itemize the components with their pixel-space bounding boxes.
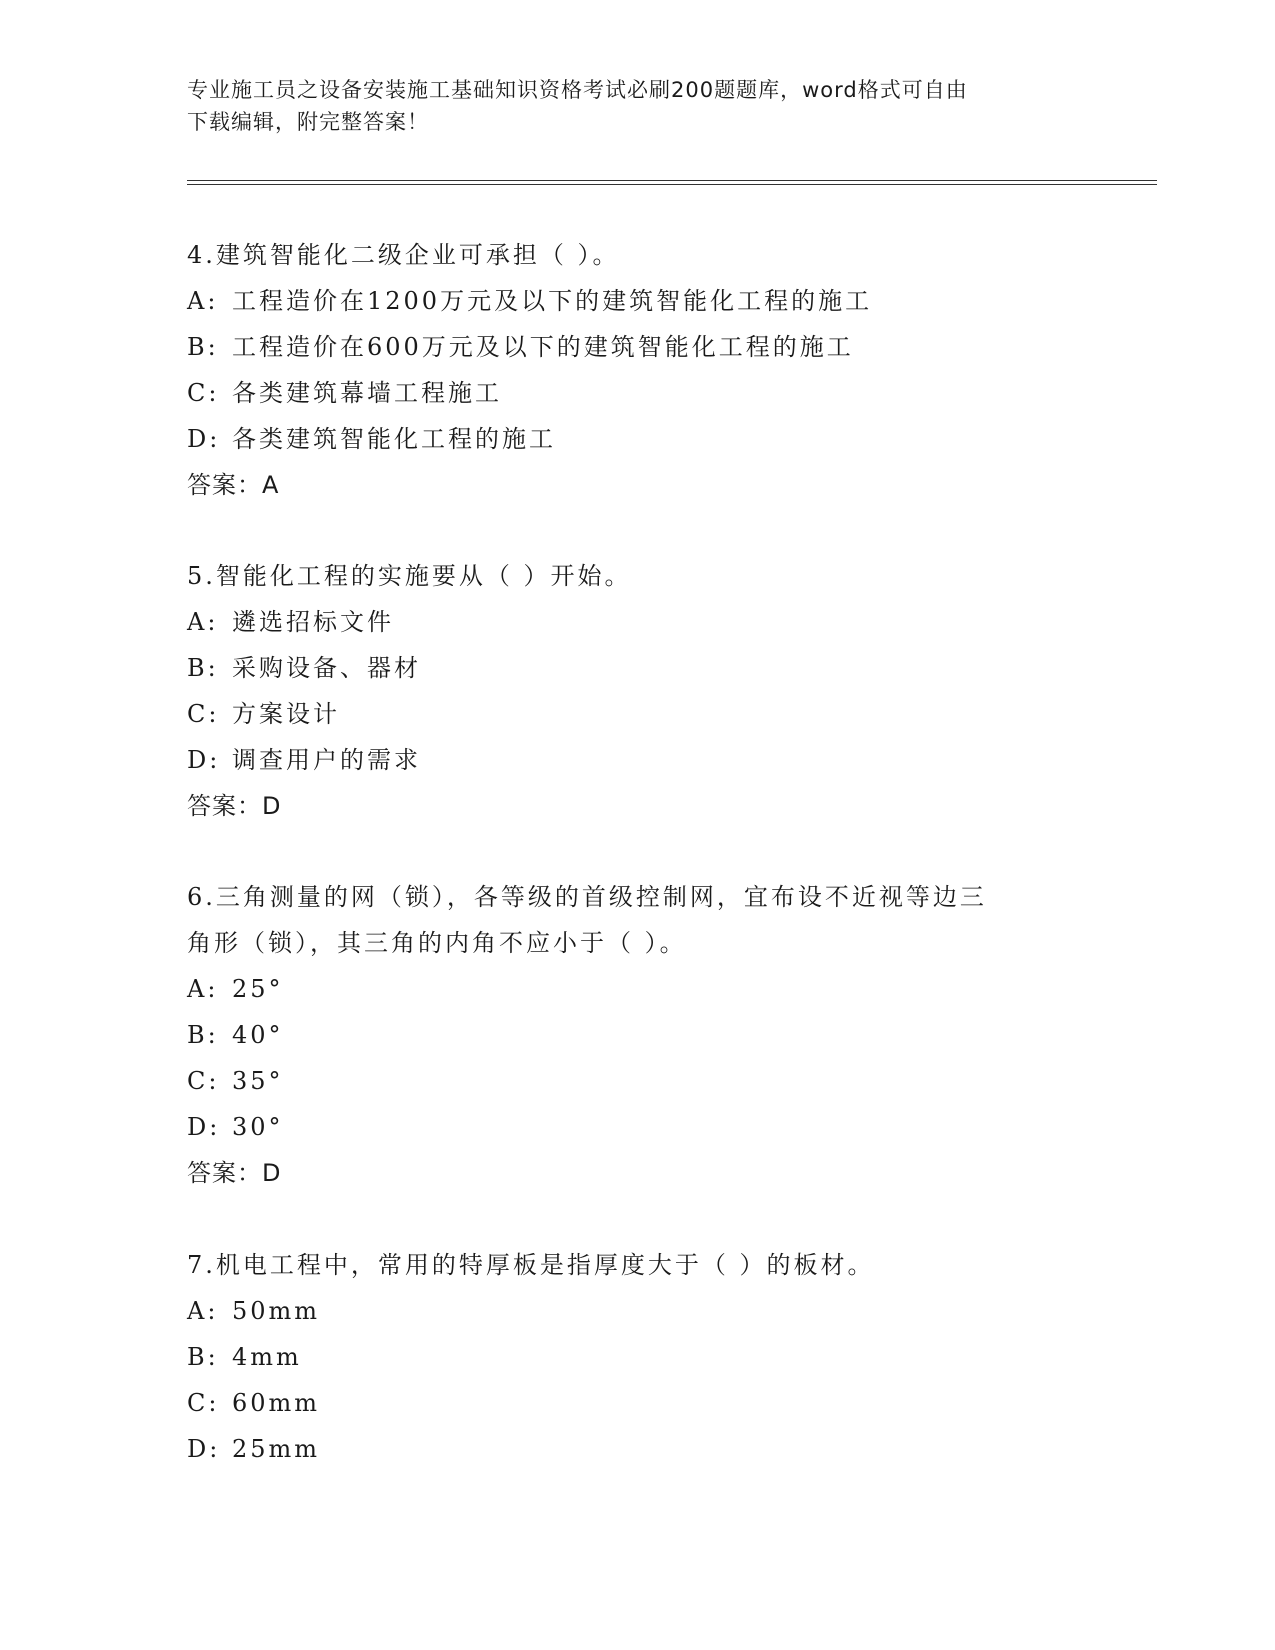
option-c [187, 691, 1087, 737]
option-text: 各类建筑智能化工程的施工 [232, 425, 556, 453]
option-text: 50mm [232, 1297, 321, 1325]
option-c [187, 370, 1087, 416]
option-d [187, 416, 1087, 462]
question-7 [187, 1242, 1087, 1472]
option-text: 60mm [232, 1389, 321, 1417]
option-letter: A: [187, 975, 219, 1003]
option-text: 40° [232, 1021, 284, 1049]
question-stem-line-1: 6.三角测量的网（锁），各等级的首级控制网，宜布设不近视等边三 [187, 883, 987, 911]
answer-line: 答案：D [187, 792, 282, 820]
option-text: 4mm [232, 1343, 302, 1371]
header-divider-top [187, 180, 1157, 181]
option-text: 35° [232, 1067, 284, 1095]
option-b [187, 324, 1087, 370]
option-text: 遴选招标文件 [232, 608, 394, 636]
question-stem: 7.机电工程中，常用的特厚板是指厚度大于（ ）的板材。 [187, 1251, 875, 1279]
option-text: 各类建筑幕墙工程施工 [232, 379, 502, 407]
option-text: 30° [232, 1113, 284, 1141]
option-letter: D: [187, 1435, 221, 1463]
option-text: 工程造价在600万元及以下的建筑智能化工程的施工 [232, 333, 854, 361]
question-stem: 5.智能化工程的实施要从（ ）开始。 [187, 562, 632, 590]
question-5 [187, 553, 1087, 829]
option-d [187, 1104, 1087, 1150]
option-text: 工程造价在1200万元及以下的建筑智能化工程的施工 [232, 287, 873, 315]
answer-line: 答案：D [187, 1159, 282, 1187]
option-letter: C: [187, 379, 220, 407]
option-d [187, 1426, 1087, 1472]
option-a [187, 599, 1087, 645]
option-text: 调查用户的需求 [232, 746, 421, 774]
answer-line: 答案：A [187, 471, 280, 499]
option-letter: B: [187, 1021, 219, 1049]
option-b [187, 1334, 1087, 1380]
question-stem: 4.建筑智能化二级企业可承担（ ）。 [187, 241, 620, 269]
option-letter: D: [187, 1113, 221, 1141]
option-b [187, 645, 1087, 691]
option-letter: B: [187, 333, 219, 361]
question-6 [187, 874, 1087, 1196]
option-text: 25° [232, 975, 284, 1003]
header-divider-bottom [187, 184, 1157, 185]
option-text: 方案设计 [232, 700, 340, 728]
option-text: 采购设备、器材 [232, 654, 421, 682]
header-line-2: 下载编辑，附完整答案！ [187, 110, 429, 134]
option-letter: A: [187, 287, 219, 315]
header-line-1: 专业施工员之设备安装施工基础知识资格考试必刷200题题库，word格式可自由 [187, 78, 968, 102]
document-header [187, 74, 1067, 138]
question-stem-line-2: 角形（锁），其三角的内角不应小于（ ）。 [187, 929, 687, 957]
option-d [187, 737, 1087, 783]
option-text: 25mm [232, 1435, 321, 1463]
option-letter: C: [187, 1067, 220, 1095]
option-letter: A: [187, 1297, 219, 1325]
option-b [187, 1012, 1087, 1058]
option-a [187, 278, 1087, 324]
option-letter: B: [187, 654, 219, 682]
option-letter: C: [187, 1389, 220, 1417]
option-letter: A: [187, 608, 219, 636]
option-letter: D: [187, 425, 221, 453]
option-letter: C: [187, 700, 220, 728]
option-letter: D: [187, 746, 221, 774]
option-letter: B: [187, 1343, 219, 1371]
option-c [187, 1380, 1087, 1426]
question-4 [187, 232, 1087, 508]
option-c [187, 1058, 1087, 1104]
option-a [187, 1288, 1087, 1334]
option-a [187, 966, 1087, 1012]
